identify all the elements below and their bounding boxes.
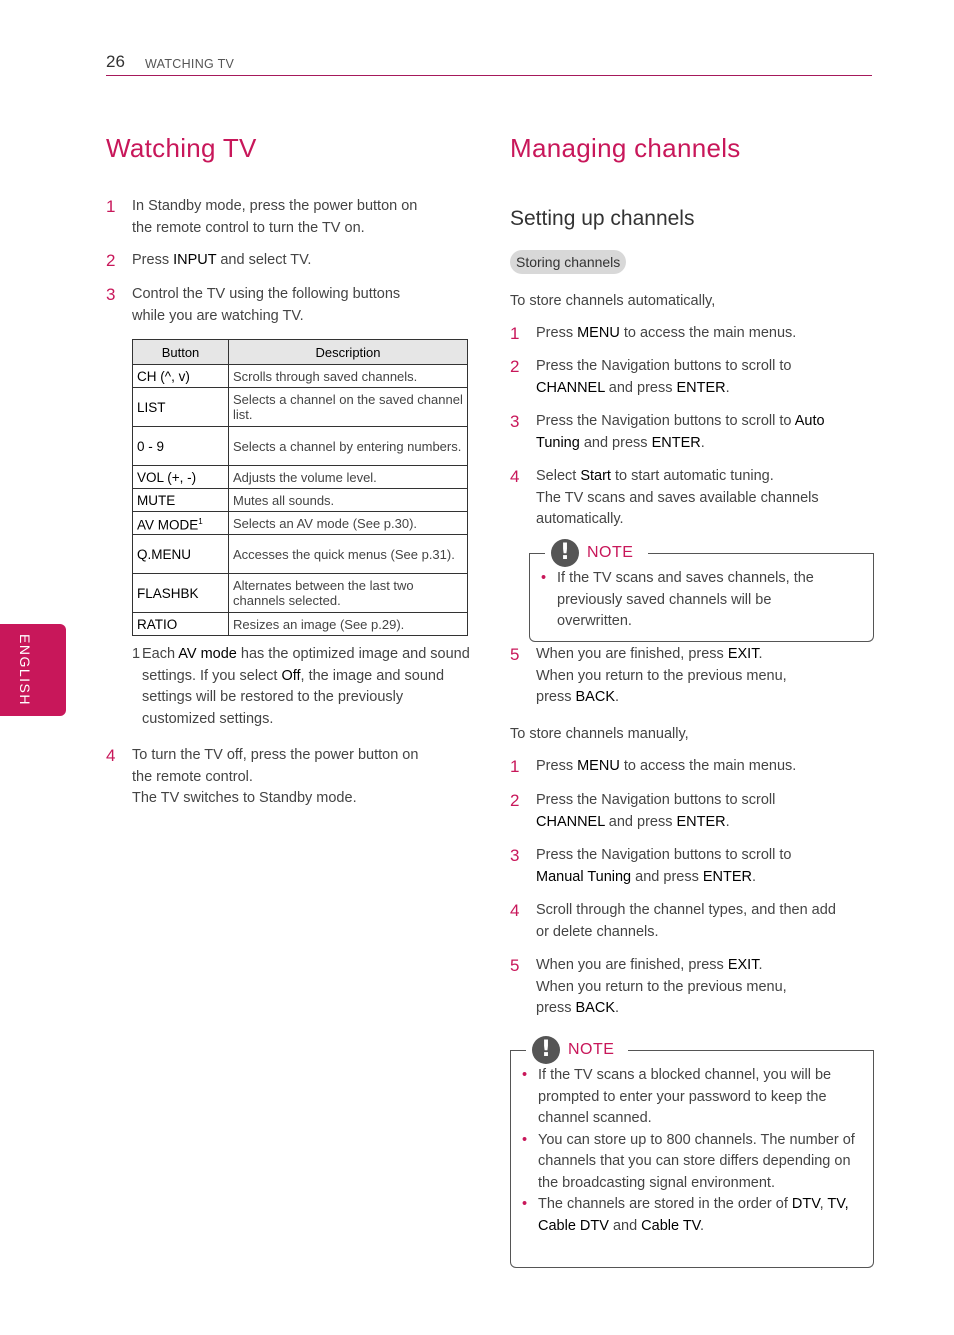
step-text: or delete channels. [536, 923, 659, 940]
table-cell: RATIO [133, 613, 229, 636]
table-row [133, 365, 468, 388]
storing-channels-pill: Storing channels [510, 250, 626, 274]
note-border [648, 553, 874, 554]
section-title-managing-channels: Managing channels [510, 133, 741, 163]
step-text: and press [631, 868, 703, 885]
step-text: . [615, 689, 620, 705]
key-exit: EXIT [727, 646, 759, 662]
note-border [529, 553, 545, 554]
left-step-2 [106, 250, 466, 272]
key-back: BACK [575, 689, 615, 705]
manual-step-2 [510, 790, 872, 833]
table-row [133, 512, 468, 535]
key-exit: EXIT [727, 957, 759, 973]
footnote-text: , the image and sound settings will be restored to the previously customized settings. [142, 667, 445, 727]
table-cell: Selects a channel on the saved channel list. [229, 388, 468, 427]
step-number: 1 [510, 324, 520, 343]
step-text: automatically. [536, 511, 624, 527]
step-text: press [536, 689, 576, 705]
table-row [133, 466, 468, 489]
subsection-title: Setting up channels [510, 207, 695, 230]
note-header-1 [551, 539, 639, 567]
step-text: Select [536, 468, 581, 484]
step-number: 5 [510, 956, 520, 975]
key-dtv: DTV [791, 1196, 820, 1212]
note-text: , [819, 1196, 828, 1212]
note-item: • If the TV scans and saves channels, the previously saved channels will be overwritten. [537, 568, 837, 633]
table-cell: Mutes all sounds. [229, 489, 468, 512]
table-row [133, 613, 468, 636]
note-item: • You can store up to 800 channels. The number of channels that you can store differs depending on the broadcasting signal environment. [518, 1130, 858, 1195]
step-number: 3 [510, 412, 520, 431]
footnote-number: 1 [132, 646, 141, 662]
table-cell-avmode [133, 512, 229, 535]
table-cell: Accesses the quick menus (See p.31). [229, 535, 468, 574]
key-tuning: Tuning [536, 434, 580, 451]
left-step-3 [106, 284, 466, 327]
table-cell: Selects a channel by entering numbers. [229, 427, 468, 466]
step-text: Press [132, 252, 174, 268]
cell-text: AV MODE [137, 517, 199, 533]
table-cell: Resizes an image (See p.29). [229, 613, 468, 636]
table-cell: Selects an AV mode (See p.30). [229, 512, 468, 535]
step-text: To turn the TV off, press the power button on [132, 747, 419, 763]
step-text: while you are watching TV. [132, 307, 304, 324]
key-enter: ENTER [702, 868, 753, 885]
note-text: The channels are stored in the order of [538, 1196, 792, 1212]
step-text: When you are finished, press [536, 957, 728, 973]
step-text: . [725, 813, 730, 830]
table-cell: Alternates between the last two channels selected. [229, 574, 468, 613]
note-item [518, 1194, 858, 1237]
step-text: and press [604, 813, 677, 830]
step-number: 3 [510, 846, 520, 865]
key-manual-tuning: Manual Tuning [536, 868, 632, 885]
auto-step-3 [510, 411, 872, 454]
key-back: BACK [575, 1000, 615, 1016]
step-text: to access the main menus. [619, 325, 797, 341]
step-text: . [615, 1000, 620, 1016]
step-text: and select TV. [216, 252, 312, 268]
step-number: 1 [510, 757, 520, 776]
step-text: . [752, 868, 757, 885]
header-rule [106, 75, 872, 76]
table-cell: Adjusts the volume level. [229, 466, 468, 489]
auto-step-1 [510, 323, 872, 345]
step-text: Press the Navigation buttons to scroll to [536, 358, 792, 374]
key-channel: CHANNEL [536, 813, 605, 830]
exclamation-icon: ! [551, 539, 579, 567]
key-enter: ENTER [676, 379, 726, 396]
table-row [133, 388, 468, 427]
auto-intro: To store channels automatically, [510, 293, 716, 309]
language-tab-label: ENGLISH [17, 634, 33, 706]
key-cable-dtv: Cable DTV [538, 1217, 609, 1234]
manual-step-4 [510, 900, 874, 943]
step-text: Press the Navigation buttons to scroll to [536, 413, 795, 429]
note-border [628, 1050, 874, 1051]
note-border [510, 1050, 526, 1051]
step-text: . [700, 434, 705, 451]
step-text: . [725, 379, 730, 396]
table-cell: 0 - 9 [133, 427, 229, 466]
auto-step-4 [510, 466, 872, 531]
table-cell: Scrolls through saved channels. [229, 365, 468, 388]
step-text: Press the Navigation buttons to scroll to [536, 847, 792, 863]
key-enter: ENTER [651, 434, 701, 451]
step-text: When you return to the previous menu, [536, 978, 787, 995]
note-item: • If the TV scans a blocked channel, you will be prompted to enter your password to keep the channel scanned. [518, 1065, 858, 1130]
table-row [133, 489, 468, 512]
table-row [133, 535, 468, 574]
step-number: 2 [106, 251, 116, 270]
section-title-watching-tv: Watching TV [106, 133, 257, 163]
step-text: Press [536, 758, 578, 774]
key-av-mode: AV mode [178, 646, 237, 662]
note-label: NOTE [568, 1041, 615, 1058]
step-number: 4 [106, 746, 116, 765]
step-text: and press [579, 434, 652, 451]
step-text: When you return to the previous menu, [536, 667, 787, 684]
table-cell: VOL (+, -) [133, 466, 229, 489]
table-cell: CH (^, v) [133, 365, 229, 388]
manual-step-1 [510, 756, 872, 778]
page-number: 26 [106, 52, 125, 71]
left-step-1 [106, 196, 466, 239]
table-header: Description [229, 340, 468, 365]
step-number: 4 [510, 467, 520, 486]
key-enter: ENTER [676, 813, 726, 830]
left-step-4 [106, 745, 466, 810]
table-footnote [132, 644, 472, 730]
language-tab [0, 624, 66, 716]
footnote-marker: 1 [198, 516, 203, 526]
step-text: When you are finished, press [536, 646, 728, 662]
table-cell: MUTE [133, 489, 229, 512]
note-text: . [700, 1217, 705, 1234]
step-text: Control the TV using the following buttons [132, 286, 401, 302]
key-input: INPUT [173, 252, 217, 268]
step-text: The TV switches to Standby mode. [132, 790, 357, 806]
step-text: the remote control to turn the TV on. [132, 219, 365, 236]
auto-step-5 [510, 644, 872, 709]
key-auto: Auto [794, 413, 825, 429]
table-cell: FLASHBK [133, 574, 229, 613]
note-label: NOTE [587, 544, 634, 561]
note-list-2 [518, 1065, 858, 1237]
note-list-1 [537, 568, 837, 633]
key-channel: CHANNEL [536, 379, 605, 396]
step-text: Press the Navigation buttons to scroll [536, 792, 776, 808]
step-text: the remote control. [132, 768, 253, 785]
button-table [132, 339, 468, 636]
exclamation-icon: ! [532, 1036, 560, 1064]
key-off: Off [281, 667, 301, 684]
step-text: Press [536, 325, 578, 341]
key-menu: MENU [577, 758, 620, 774]
key-tv: TV [827, 1196, 845, 1212]
table-row [133, 574, 468, 613]
manual-intro: To store channels manually, [510, 726, 689, 742]
manual-step-3 [510, 845, 872, 888]
table-cell: Q.MENU [133, 535, 229, 574]
note-text: and [608, 1217, 642, 1234]
step-number: 4 [510, 901, 520, 920]
table-row [133, 427, 468, 466]
key-menu: MENU [577, 325, 620, 341]
step-text: to start automatic tuning. [610, 468, 774, 484]
auto-step-2 [510, 356, 872, 399]
table-cell: LIST [133, 388, 229, 427]
table-header: Button [133, 340, 229, 365]
step-text: In Standby mode, press the power button on [132, 198, 418, 214]
footnote-text: Each [142, 646, 179, 662]
manual-step-5 [510, 955, 872, 1020]
step-text: The TV scans and saves available channels [536, 489, 819, 506]
step-text: press [536, 1000, 576, 1016]
footnote-text: has the optimized image and sound settings. If you select [142, 646, 470, 684]
step-number: 2 [510, 791, 520, 810]
key-start: Start [580, 468, 611, 484]
step-text: . [758, 646, 763, 662]
step-text: to access the main menus. [619, 758, 797, 774]
step-text: . [758, 957, 763, 973]
step-number: 3 [106, 285, 116, 304]
table-header-row [133, 340, 468, 365]
step-number: 1 [106, 197, 116, 216]
note-text: , [844, 1196, 849, 1212]
step-text: Scroll through the channel types, and then add [536, 902, 836, 918]
step-number: 5 [510, 645, 520, 664]
running-head: WATCHING TV [145, 57, 235, 71]
step-number: 2 [510, 357, 520, 376]
note-header-2 [532, 1036, 620, 1064]
step-text: and press [604, 379, 677, 396]
key-cable-tv: Cable TV [641, 1217, 701, 1234]
